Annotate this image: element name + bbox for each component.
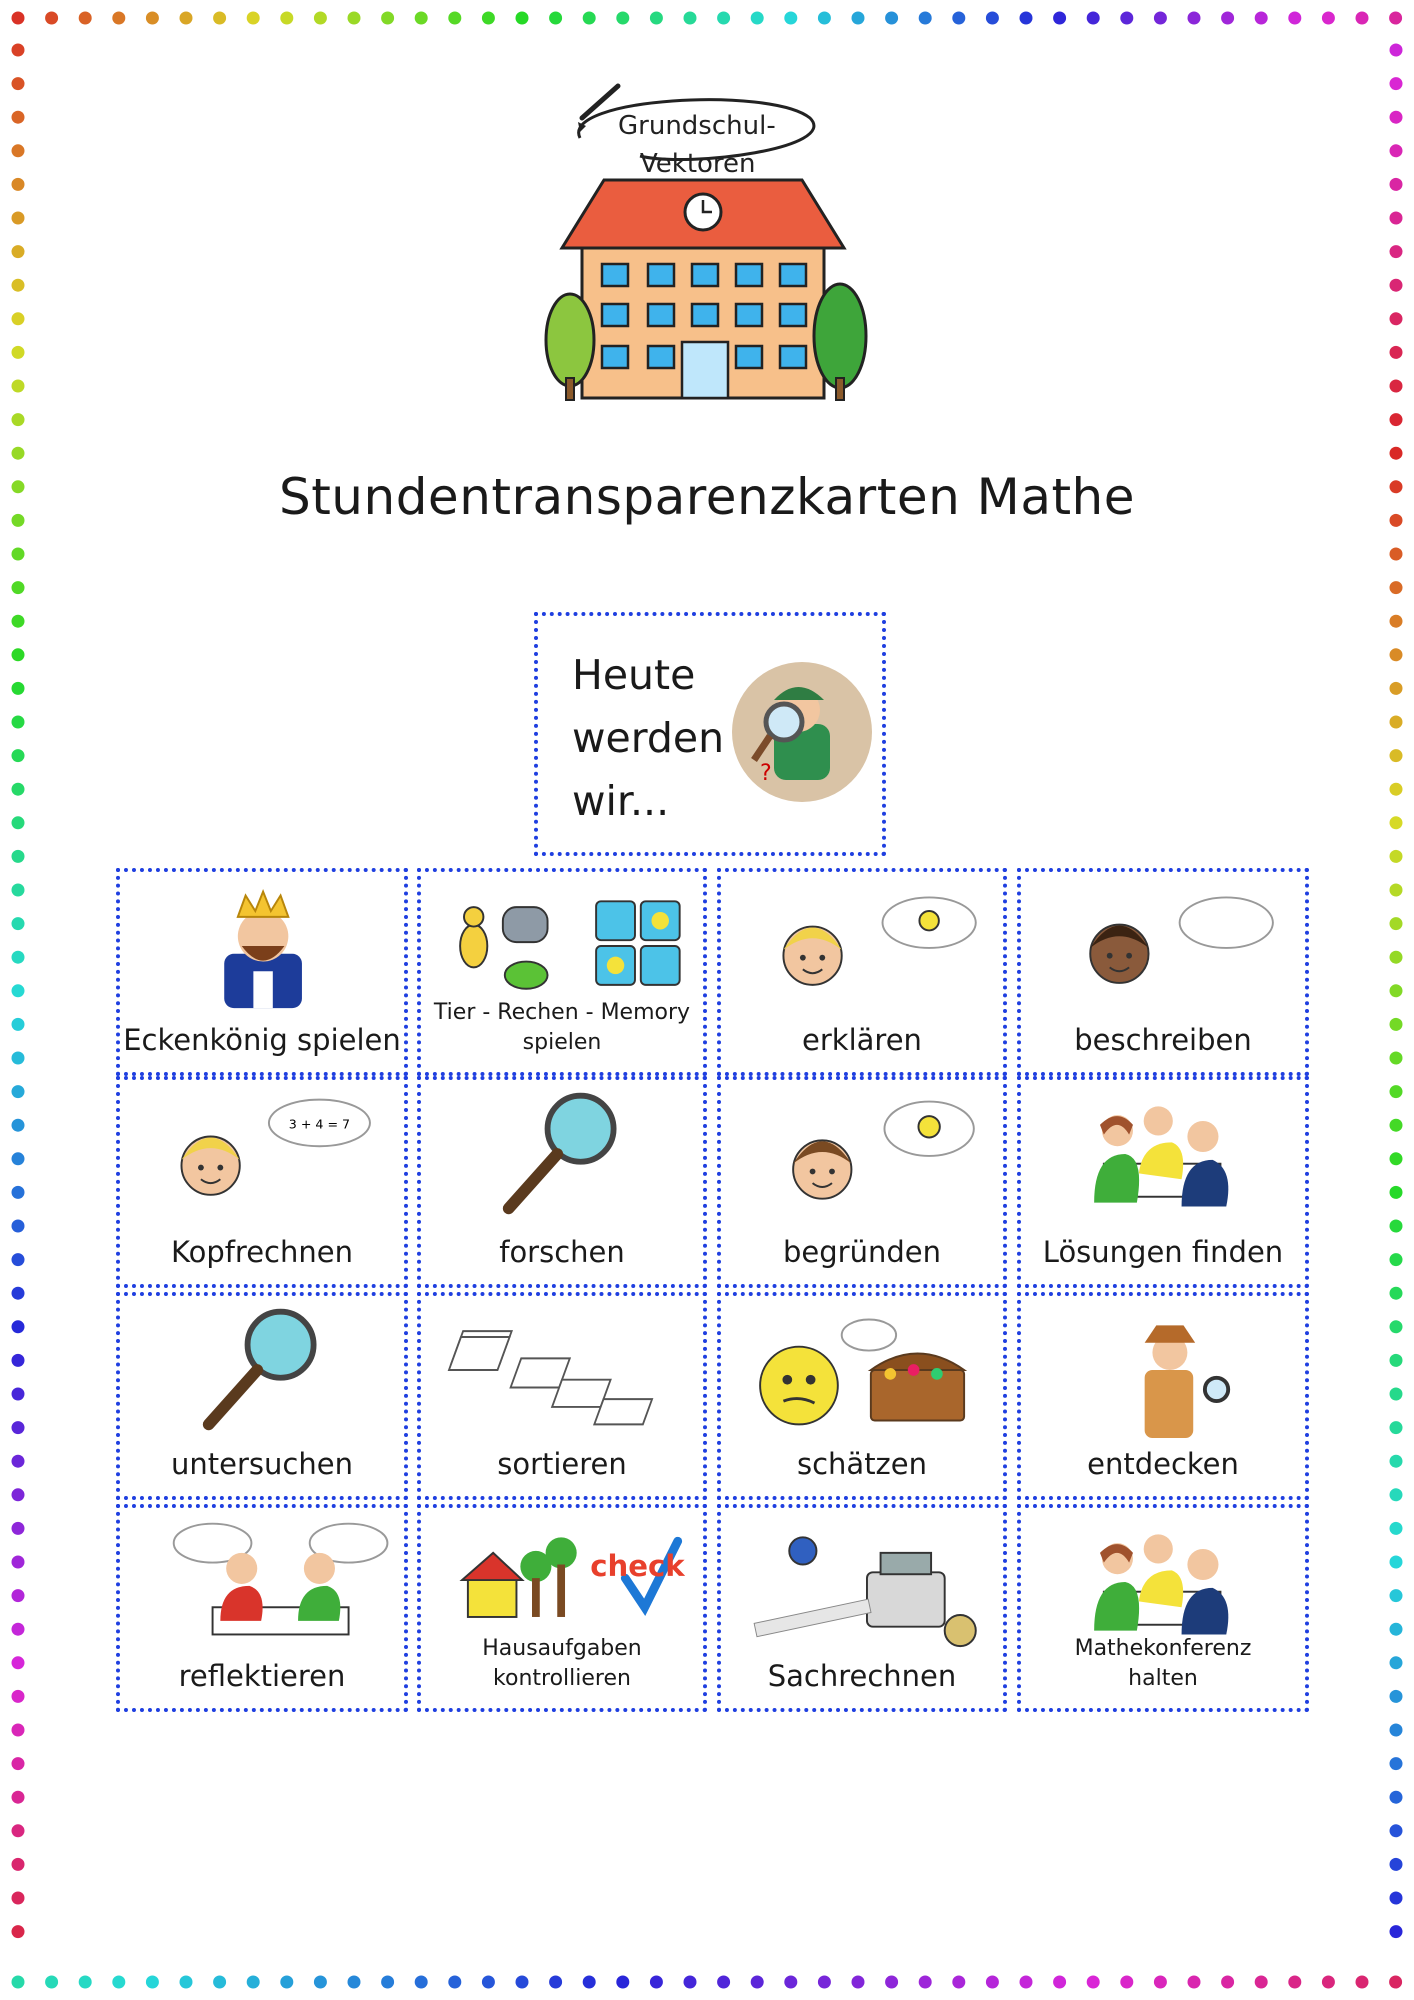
two-kids-talking-icon <box>128 1514 404 1650</box>
card-label <box>721 1658 1003 1694</box>
card-label-line: begründen <box>783 1235 941 1269</box>
card-3 <box>717 868 1007 1076</box>
card-label-line: Kopfrechnen <box>171 1235 353 1269</box>
boy-thought-icon <box>128 1086 404 1222</box>
header-line: werden <box>572 714 725 762</box>
card-label-line: beschreiben <box>1074 1023 1252 1057</box>
magnifier-icon <box>429 1086 703 1222</box>
animals-memory-icon <box>429 878 703 1014</box>
card-label <box>721 1234 1003 1270</box>
card-label-line: untersuchen <box>171 1447 353 1481</box>
card-label <box>421 998 703 1058</box>
card-16 <box>1017 1504 1309 1712</box>
card-5 <box>116 1076 408 1288</box>
card-label <box>1021 1446 1305 1482</box>
card-label-line: spielen <box>522 1030 602 1055</box>
card-label <box>421 1234 703 1270</box>
king-icon <box>128 878 404 1014</box>
card-label-line: schätzen <box>796 1447 928 1481</box>
card-label-line: Sachrechnen <box>767 1659 957 1693</box>
card-8 <box>1017 1076 1309 1288</box>
card-label <box>120 1022 404 1058</box>
card-label-line: kontrollieren <box>493 1666 631 1691</box>
card-7 <box>717 1076 1007 1288</box>
card-label-line: entdecken <box>1087 1447 1239 1481</box>
card-label <box>421 1446 703 1482</box>
smiley-treasure-icon <box>729 1302 1003 1438</box>
school-building-icon <box>546 180 866 400</box>
check-word: check <box>590 1549 685 1584</box>
page-title: Stundentransparenzkarten Mathe <box>278 468 1136 526</box>
group-table-icon <box>1029 1514 1305 1650</box>
thought-text: 3 + 4 = 7 <box>288 1116 351 1132</box>
header-line: wir... <box>572 777 670 825</box>
card-label-line: Hausaufgaben <box>482 1636 642 1661</box>
card-label <box>1021 1634 1305 1694</box>
card-9 <box>116 1292 408 1500</box>
detective-icon <box>1029 1302 1305 1438</box>
boy-lightbulb-icon <box>729 878 1003 1014</box>
logo-line2: Vektoren <box>640 149 756 179</box>
card-4 <box>1017 868 1309 1076</box>
card-label <box>721 1022 1003 1058</box>
card-1 <box>116 868 408 1076</box>
card-label-line: sortieren <box>497 1447 627 1481</box>
card-15 <box>717 1504 1007 1712</box>
house-check-icon <box>429 1514 703 1650</box>
card-label-line: erklären <box>802 1023 922 1057</box>
card-label <box>721 1446 1003 1482</box>
card-label-line: Mathekonferenz <box>1074 1636 1252 1661</box>
card-14 <box>417 1504 707 1712</box>
card-label-line: Eckenkönig spielen <box>123 1023 401 1057</box>
detective-magnifier-icon <box>730 660 874 804</box>
header-text <box>572 644 724 833</box>
card-2 <box>417 868 707 1076</box>
card-6 <box>417 1076 707 1288</box>
card-label-line: Tier - Rechen - Memory <box>433 1000 691 1025</box>
card-label <box>1021 1022 1305 1058</box>
card-label <box>421 1634 703 1694</box>
card-label-line: halten <box>1128 1666 1198 1691</box>
card-label-line: reflektieren <box>178 1659 346 1693</box>
card-label-line: Lösungen finden <box>1042 1235 1284 1269</box>
card-label <box>120 1446 404 1482</box>
header-line: Heute <box>572 651 696 699</box>
paper-stacks-icon <box>429 1302 703 1438</box>
card-10 <box>417 1292 707 1500</box>
card-label <box>120 1234 404 1270</box>
cash-register-icon <box>729 1514 1003 1650</box>
svg-text:?: ? <box>760 761 772 786</box>
card-12 <box>1017 1292 1309 1500</box>
card-label-line: forschen <box>499 1235 625 1269</box>
card-heute-werden-wir <box>534 612 886 856</box>
school-logo <box>540 78 880 408</box>
card-11 <box>717 1292 1007 1500</box>
boy-idea-icon <box>729 1086 1003 1222</box>
group-table-icon <box>1029 1086 1305 1222</box>
card-label <box>1021 1234 1305 1270</box>
logo-line1: Grundschul- <box>618 111 776 141</box>
girl-speech-bubble-icon <box>1029 878 1305 1014</box>
card-13 <box>116 1504 408 1712</box>
card-label <box>120 1658 404 1694</box>
magnifier-icon <box>128 1302 404 1438</box>
